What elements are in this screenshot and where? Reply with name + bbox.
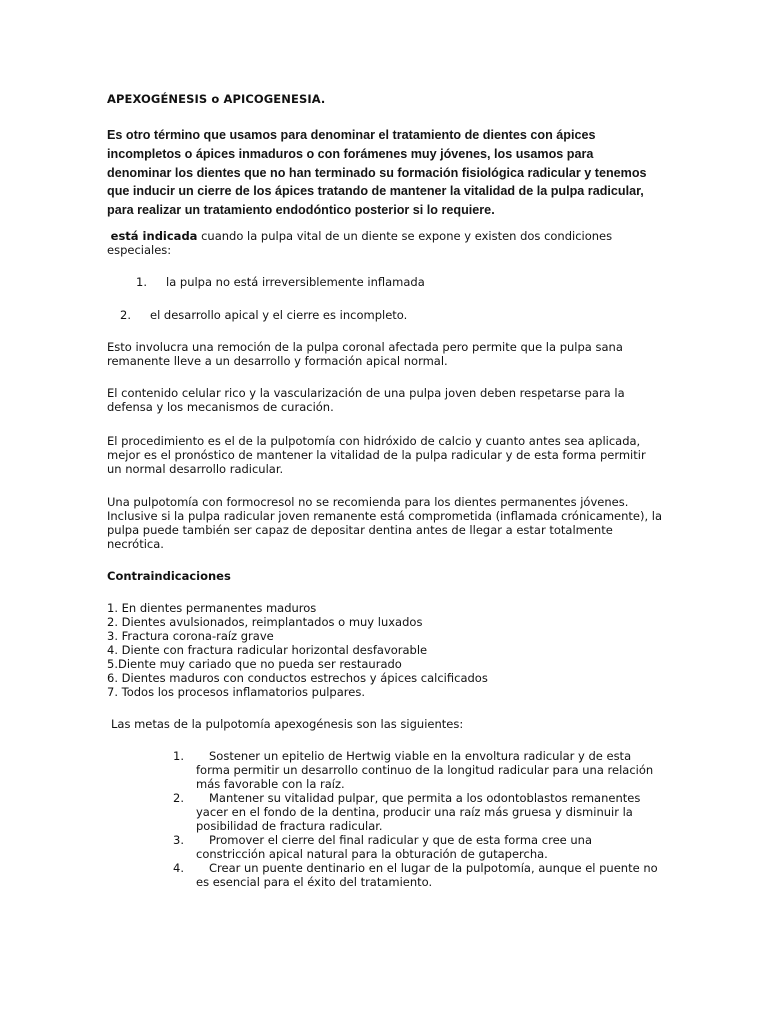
list-number: 1. <box>173 749 184 763</box>
indicada-paragraph <box>107 229 627 257</box>
list-number: 4. <box>173 861 184 875</box>
list-text: Crear un puente dentinario en el lugar de la pulpotomía, aunque el puente no es esencial para el éxito del tratamiento. <box>196 861 658 889</box>
body-paragraph: El procedimiento es el de la pulpotomía con hidróxido de calcio y cuanto antes sea aplicada, mejor es el pronóstico de mantener la vitalidad de la pulpa radicular y de esta forma permitir un normal desarrollo radicular. <box>107 434 646 476</box>
list-number: 2. <box>173 791 184 805</box>
metas-heading: Las metas de la pulpotomía apexogénesis son las siguientes: <box>111 717 464 731</box>
list-item: 5.Diente muy cariado que no pueda ser restaurado <box>107 657 402 671</box>
condition-number: 1. <box>136 275 147 289</box>
list-item: 2. Dientes avulsionados, reimplantados o muy luxados <box>107 615 423 629</box>
metas-list <box>173 749 663 889</box>
body-paragraph: Esto involucra una remoción de la pulpa coronal afectada pero permite que la pulpa sana remanente lleve a un desarrollo y formación apical normal. <box>107 340 623 368</box>
list-item: 4. Diente con fractura radicular horizontal desfavorable <box>107 643 428 657</box>
list-item <box>173 833 663 861</box>
list-item: 1. En dientes permanentes maduros <box>107 601 317 615</box>
contraindicaciones-heading: Contraindicaciones <box>107 569 231 583</box>
list-item <box>173 791 663 833</box>
list-text: Mantener su vitalidad pulpar, que permita a los odontoblastos remanentes yacer en el fondo de la dentina, producir una raíz más gruesa y disminuir la posibilidad de fractura radicular. <box>196 791 641 833</box>
list-item <box>173 861 663 889</box>
condition-item <box>120 308 676 322</box>
indicada-rest: cuando la pulpa vital de un diente se expone y existen dos condiciones especiales: <box>107 229 613 257</box>
condition-text: la pulpa no está irreversiblemente inflamada <box>166 275 425 289</box>
condition-number: 2. <box>120 308 131 322</box>
intro-paragraph: Es otro término que usamos para denominar el tratamiento de dientes con ápices incompletos o ápices inmaduros o con forámenes muy jóvenes, los usamos para denominar los dientes que no han terminado su formación fisiológica radicular y tenemos que inducir un cierre de los ápices tratando de mantener la vitalidad de la pulpa radicular, para realizar un tratamiento endodóntico posterior si lo requiere. <box>107 128 647 218</box>
list-number: 3. <box>173 833 184 847</box>
list-text: Sostener un epitelio de Hertwig viable en la envoltura radicular y de esta forma permitir un desarrollo continuo de la longitud radicular para una relación más favorable con la raíz. <box>196 749 654 791</box>
indicada-bold: está indicada <box>110 229 198 243</box>
list-item: 6. Dientes maduros con conductos estrechos y ápices calcificados <box>107 671 488 685</box>
condition-text: el desarrollo apical y el cierre es incompleto. <box>150 308 408 322</box>
body-paragraph: El contenido celular rico y la vascularización de una pulpa joven deben respetarse para la defensa y los mecanismos de curación. <box>107 386 625 414</box>
document-title: APEXOGÉNESIS o APICOGENESIA. <box>107 92 326 106</box>
body-paragraph: Una pulpotomía con formocresol no se recomienda para los dientes permanentes jóvenes. Inclusive si la pulpa radicular joven remanente está comprometida (inflamada crónicamente), la pulpa puede también ser capaz de depositar dentina antes de llegar a estar totalmente necrótica. <box>107 495 663 551</box>
condition-item <box>136 275 692 289</box>
list-item: 7. Todos los procesos inflamatorios pulpares. <box>107 685 365 699</box>
list-text: Promover el cierre del final radicular y que de esta forma cree una constricción apical natural para la obturación de gutapercha. <box>196 833 592 861</box>
contraindicaciones-list <box>107 601 663 699</box>
list-item <box>173 749 663 791</box>
list-item: 3. Fractura corona-raíz grave <box>107 629 274 643</box>
